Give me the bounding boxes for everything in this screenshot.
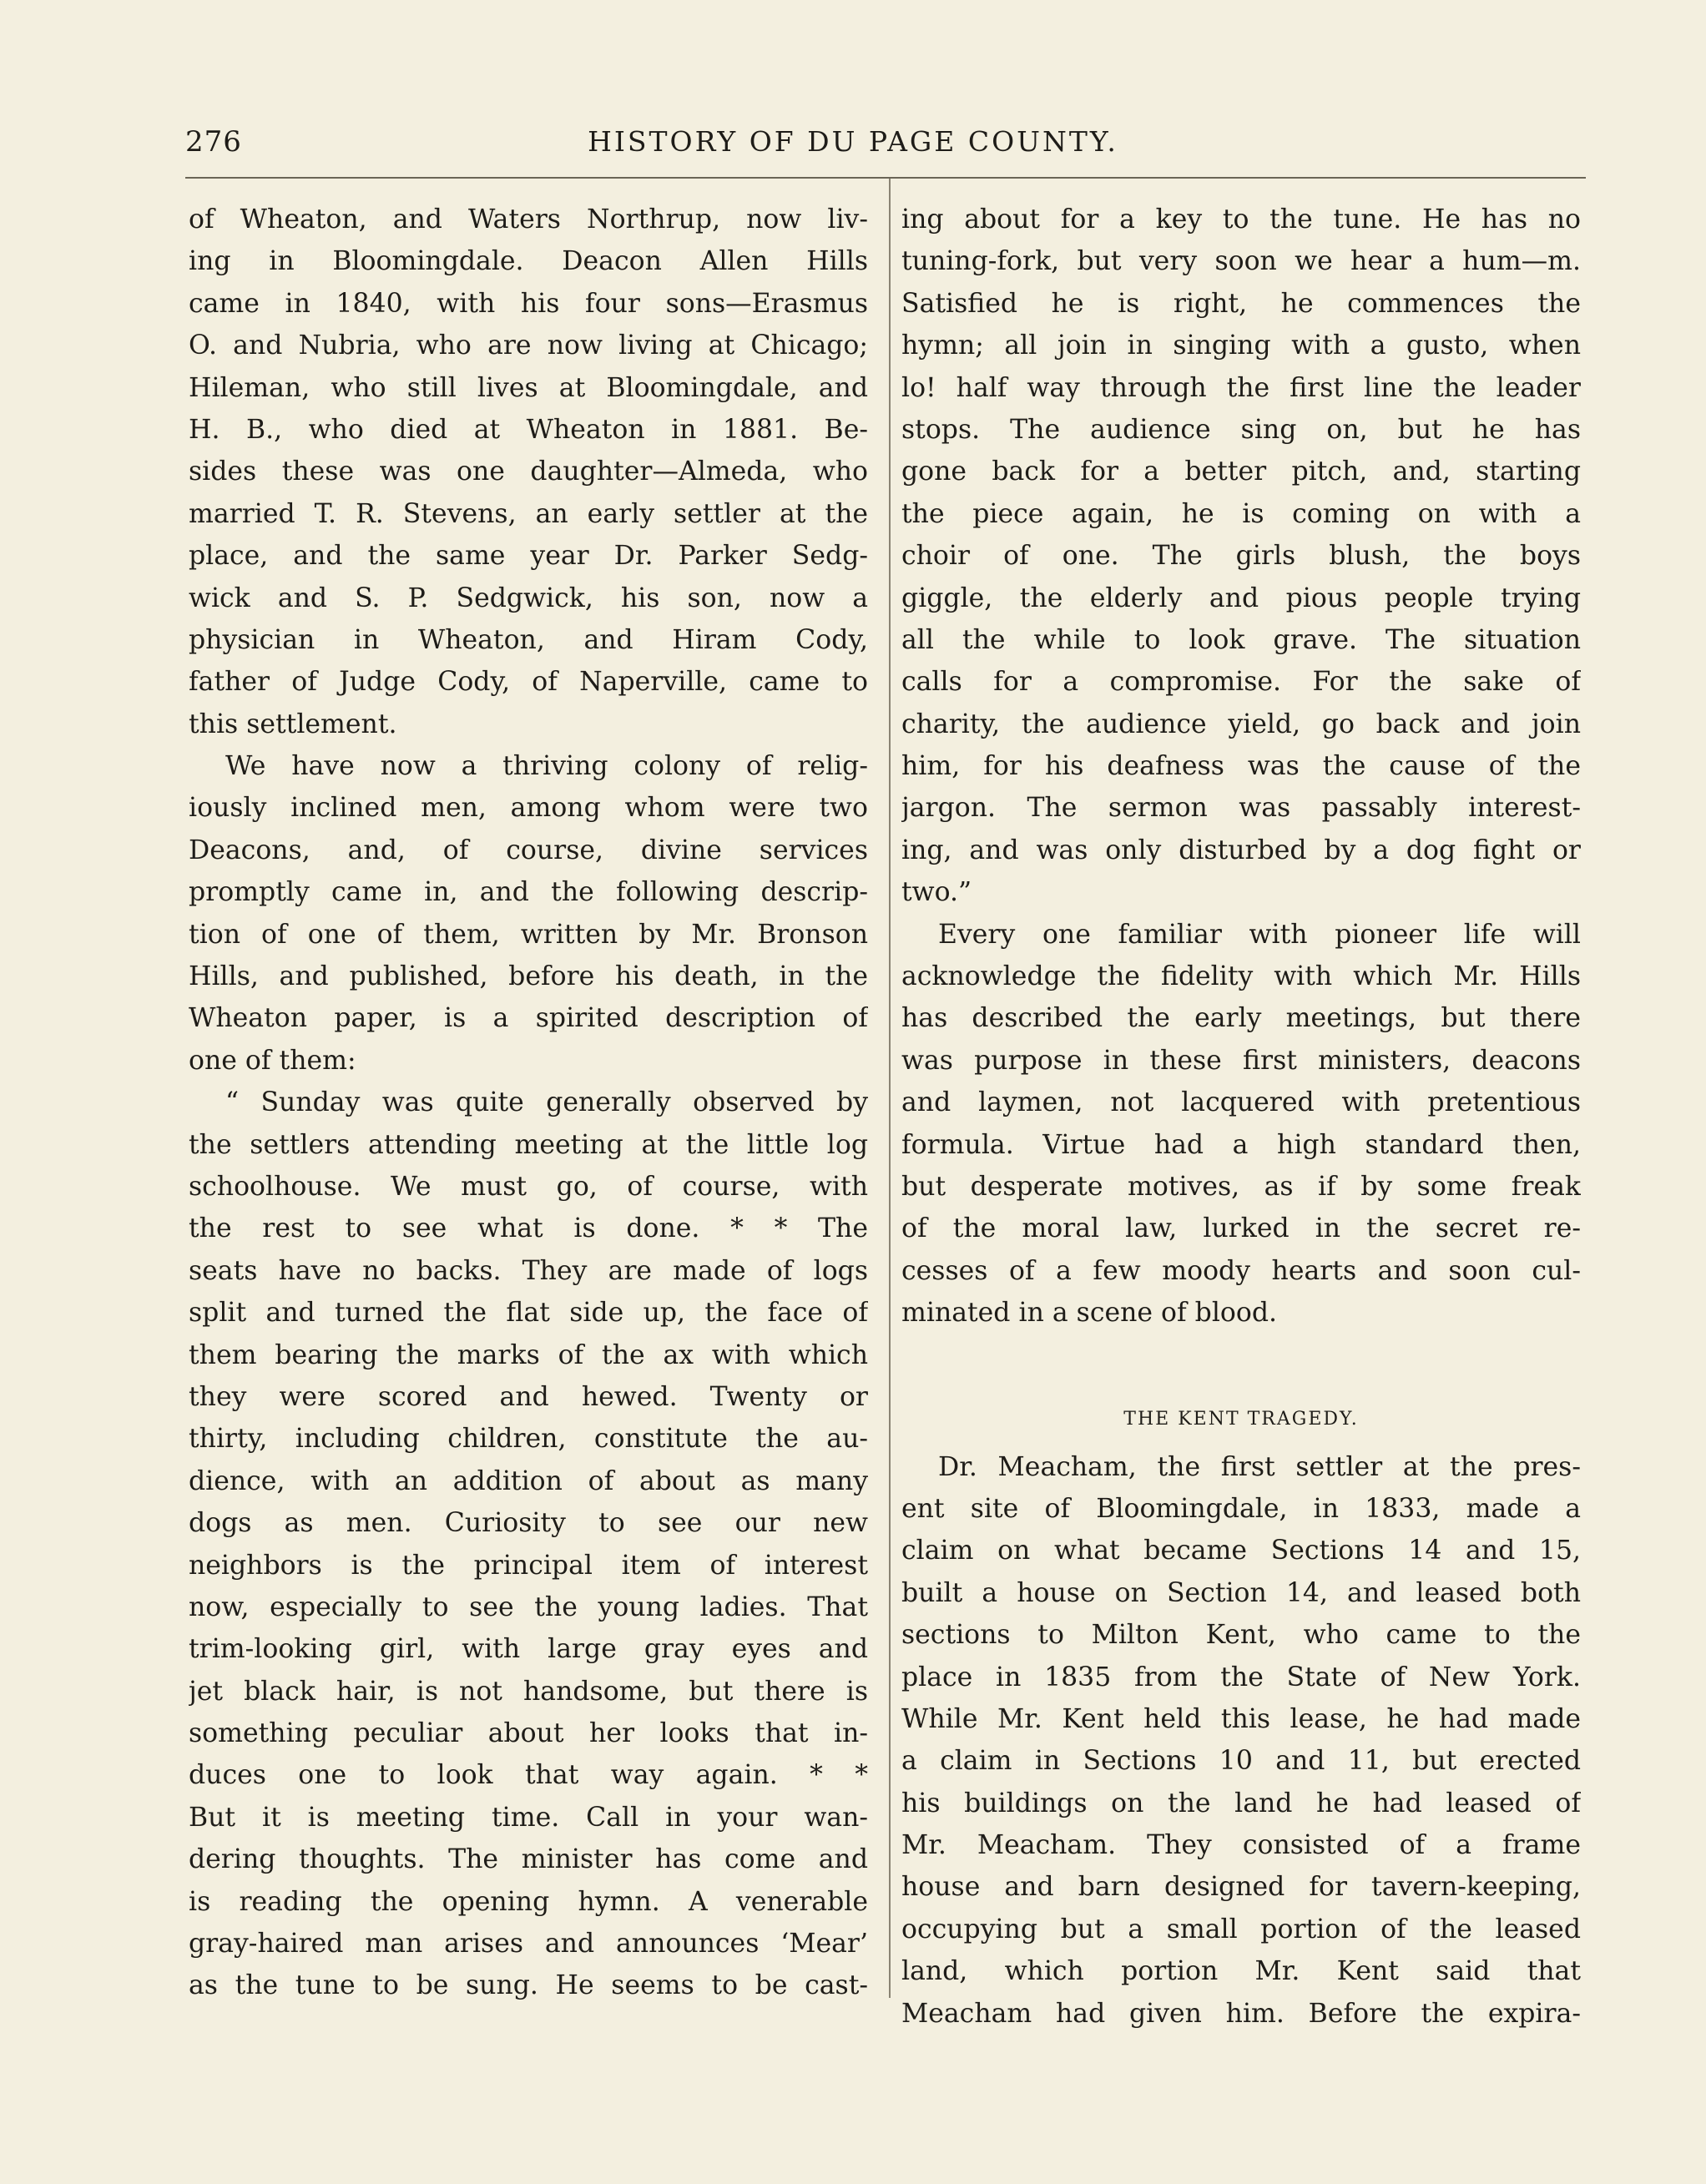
column-divider bbox=[889, 179, 891, 1998]
right-column bbox=[901, 199, 1581, 2035]
text-line: hymn; all join in singing with a gusto, when bbox=[901, 330, 1581, 361]
text-line: them bearing the marks of the ax with which bbox=[189, 1339, 868, 1370]
text-line: Hills, and published, before his death, in the bbox=[189, 961, 868, 992]
text-line: place in 1835 from the State of New York. bbox=[901, 1662, 1581, 1692]
text-line: Meacham had given him. Before the expira- bbox=[901, 1998, 1581, 2029]
paragraph bbox=[189, 745, 868, 1082]
text-line: him, for his deafness was the cause of the bbox=[901, 751, 1581, 782]
text-line: of the moral law, lurked in the secret re- bbox=[901, 1213, 1581, 1244]
text-line: But it is meeting time. Call in your wan- bbox=[189, 1802, 868, 1833]
text-line: O. and Nubria, who are now living at Chicago; bbox=[189, 330, 868, 361]
paragraph bbox=[189, 1082, 868, 2007]
text-line: cesses of a few moody hearts and soon cul- bbox=[901, 1255, 1581, 1286]
text-line: wick and S. P. Sedgwick, his son, now a bbox=[189, 583, 868, 613]
text-line: as the tune to be sung. He seems to be cast- bbox=[189, 1970, 868, 2001]
text-line: place, and the same year Dr. Parker Sedg- bbox=[189, 541, 868, 572]
text-line: calls for a compromise. For the sake of bbox=[901, 667, 1581, 698]
text-line: something peculiar about her looks that in- bbox=[189, 1718, 868, 1749]
text-line: claim on what became Sections 14 and 15, bbox=[901, 1536, 1581, 1566]
text-line: ing about for a key to the tune. He has no bbox=[901, 204, 1581, 235]
text-line: two.” bbox=[901, 877, 972, 908]
text-line: stops. The audience sing on, but he has bbox=[901, 414, 1581, 445]
text-line: father of Judge Cody, of Naperville, came to bbox=[189, 667, 868, 698]
running-title: HISTORY OF DU PAGE COUNTY. bbox=[588, 125, 1118, 158]
text-line: minated in a scene of blood. bbox=[901, 1298, 1278, 1329]
text-line: We have now a thriving colony of relig- bbox=[225, 751, 868, 782]
text-line: married T. R. Stevens, an early settler at the bbox=[189, 498, 868, 529]
text-line: gone back for a better pitch, and, starting bbox=[901, 456, 1581, 487]
text-line: H. B., who died at Wheaton in 1881. Be- bbox=[189, 414, 868, 445]
left-column bbox=[189, 199, 868, 2007]
text-line: formula. Virtue had a high standard then, bbox=[901, 1129, 1581, 1160]
text-line: neighbors is the principal item of interest bbox=[189, 1550, 868, 1581]
text-line: all the while to look grave. The situation bbox=[901, 624, 1581, 655]
text-line: acknowledge the fidelity with which Mr. Hills bbox=[901, 961, 1581, 992]
text-line: dering thoughts. The minister has come and bbox=[189, 1844, 868, 1875]
text-line: thirty, including children, constitute the au- bbox=[189, 1424, 868, 1455]
text-line: While Mr. Kent held this lease, he had made bbox=[901, 1703, 1581, 1734]
text-line: dience, with an addition of about as many bbox=[189, 1465, 868, 1496]
text-line: choir of one. The girls blush, the boys bbox=[901, 541, 1581, 572]
text-line: ent site of Bloomingdale, in 1833, made a bbox=[901, 1493, 1581, 1524]
text-line: the settlers attending meeting at the little log bbox=[189, 1129, 868, 1160]
paragraph bbox=[901, 914, 1581, 1334]
text-line: physician in Wheaton, and Hiram Cody, bbox=[189, 624, 868, 655]
text-line: house and barn designed for tavern-keeping, bbox=[901, 1872, 1581, 1903]
text-line: sides these was one daughter—Almeda, who bbox=[189, 456, 868, 487]
section-spacer bbox=[901, 1334, 1581, 1376]
text-line: ing in Bloomingdale. Deacon Allen Hills bbox=[189, 246, 868, 277]
text-line: built a house on Section 14, and leased both bbox=[901, 1577, 1581, 1608]
text-line: Wheaton paper, is a spirited description of bbox=[189, 1003, 868, 1034]
text-line: his buildings on the land he had leased of bbox=[901, 1788, 1581, 1818]
text-line: iously inclined men, among whom were two bbox=[189, 793, 868, 824]
text-line: was purpose in these first ministers, deacons bbox=[901, 1045, 1581, 1076]
text-line: land, which portion Mr. Kent said that bbox=[901, 1956, 1581, 1987]
text-line: occupying but a small portion of the leased bbox=[901, 1914, 1581, 1944]
text-line: dogs as men. Curiosity to see our new bbox=[189, 1508, 868, 1539]
text-line: one of them: bbox=[189, 1045, 356, 1076]
text-line: seats have no backs. They are made of logs bbox=[189, 1255, 868, 1286]
text-line: but desperate motives, as if by some freak bbox=[901, 1171, 1581, 1202]
paragraph bbox=[901, 1446, 1581, 2035]
paragraph bbox=[901, 199, 1581, 914]
text-line: “ Sunday was quite generally observed by bbox=[225, 1087, 868, 1118]
page-number: 276 bbox=[185, 125, 242, 159]
header-rule bbox=[185, 177, 1586, 179]
text-line: Hileman, who still lives at Bloomingdale, and bbox=[189, 372, 868, 403]
text-line: tuning-fork, but very soon we hear a hum—m. bbox=[901, 246, 1581, 277]
text-line: they were scored and hewed. Twenty or bbox=[189, 1381, 868, 1412]
text-line: now, especially to see the young ladies. That bbox=[189, 1591, 868, 1622]
text-line: Deacons, and, of course, divine services bbox=[189, 835, 868, 865]
text-line: Satisfied he is right, he commences the bbox=[901, 288, 1581, 319]
text-line: this settlement. bbox=[189, 709, 397, 739]
text-line: is reading the opening hymn. A venerable bbox=[189, 1886, 868, 1917]
text-line: of Wheaton, and Waters Northrup, now liv- bbox=[189, 204, 868, 235]
text-line: Every one familiar with pioneer life will bbox=[938, 919, 1581, 950]
text-line: the piece again, he is coming on with a bbox=[901, 498, 1581, 529]
text-line: trim-looking girl, with large gray eyes and bbox=[189, 1634, 868, 1665]
text-line: lo! half way through the first line the leader bbox=[901, 372, 1581, 403]
text-line: sections to Milton Kent, who came to the bbox=[901, 1620, 1581, 1651]
text-line: a claim in Sections 10 and 11, but erected bbox=[901, 1746, 1581, 1777]
text-line: and laymen, not lacquered with pretentious bbox=[901, 1087, 1581, 1118]
text-line: schoolhouse. We must go, of course, with bbox=[189, 1171, 868, 1202]
text-line: the rest to see what is done. * * The bbox=[189, 1213, 868, 1244]
text-line: has described the early meetings, but there bbox=[901, 1003, 1581, 1034]
text-line: gray-haired man arises and announces ‘Mear’ bbox=[189, 1929, 868, 1960]
paragraph bbox=[189, 199, 868, 745]
text-line: came in 1840, with his four sons—Erasmus bbox=[189, 288, 868, 319]
text-line: Dr. Meacham, the first settler at the pres- bbox=[938, 1451, 1581, 1482]
text-line: duces one to look that way again. * * bbox=[189, 1760, 868, 1791]
text-line: charity, the audience yield, go back and join bbox=[901, 709, 1581, 739]
section-heading: THE KENT TRAGEDY. bbox=[1123, 1408, 1359, 1430]
text-line: jargon. The sermon was passably interest- bbox=[901, 793, 1581, 824]
text-line: promptly came in, and the following descrip- bbox=[189, 877, 868, 908]
text-line: split and turned the flat side up, the face of bbox=[189, 1298, 868, 1329]
text-line: giggle, the elderly and pious people trying bbox=[901, 583, 1581, 613]
text-line: jet black hair, is not handsome, but there is bbox=[189, 1676, 868, 1707]
text-line: Mr. Meacham. They consisted of a frame bbox=[901, 1830, 1581, 1861]
text-line: ing, and was only disturbed by a dog fight or bbox=[901, 835, 1581, 865]
text-line: tion of one of them, written by Mr. Bronson bbox=[189, 919, 868, 950]
